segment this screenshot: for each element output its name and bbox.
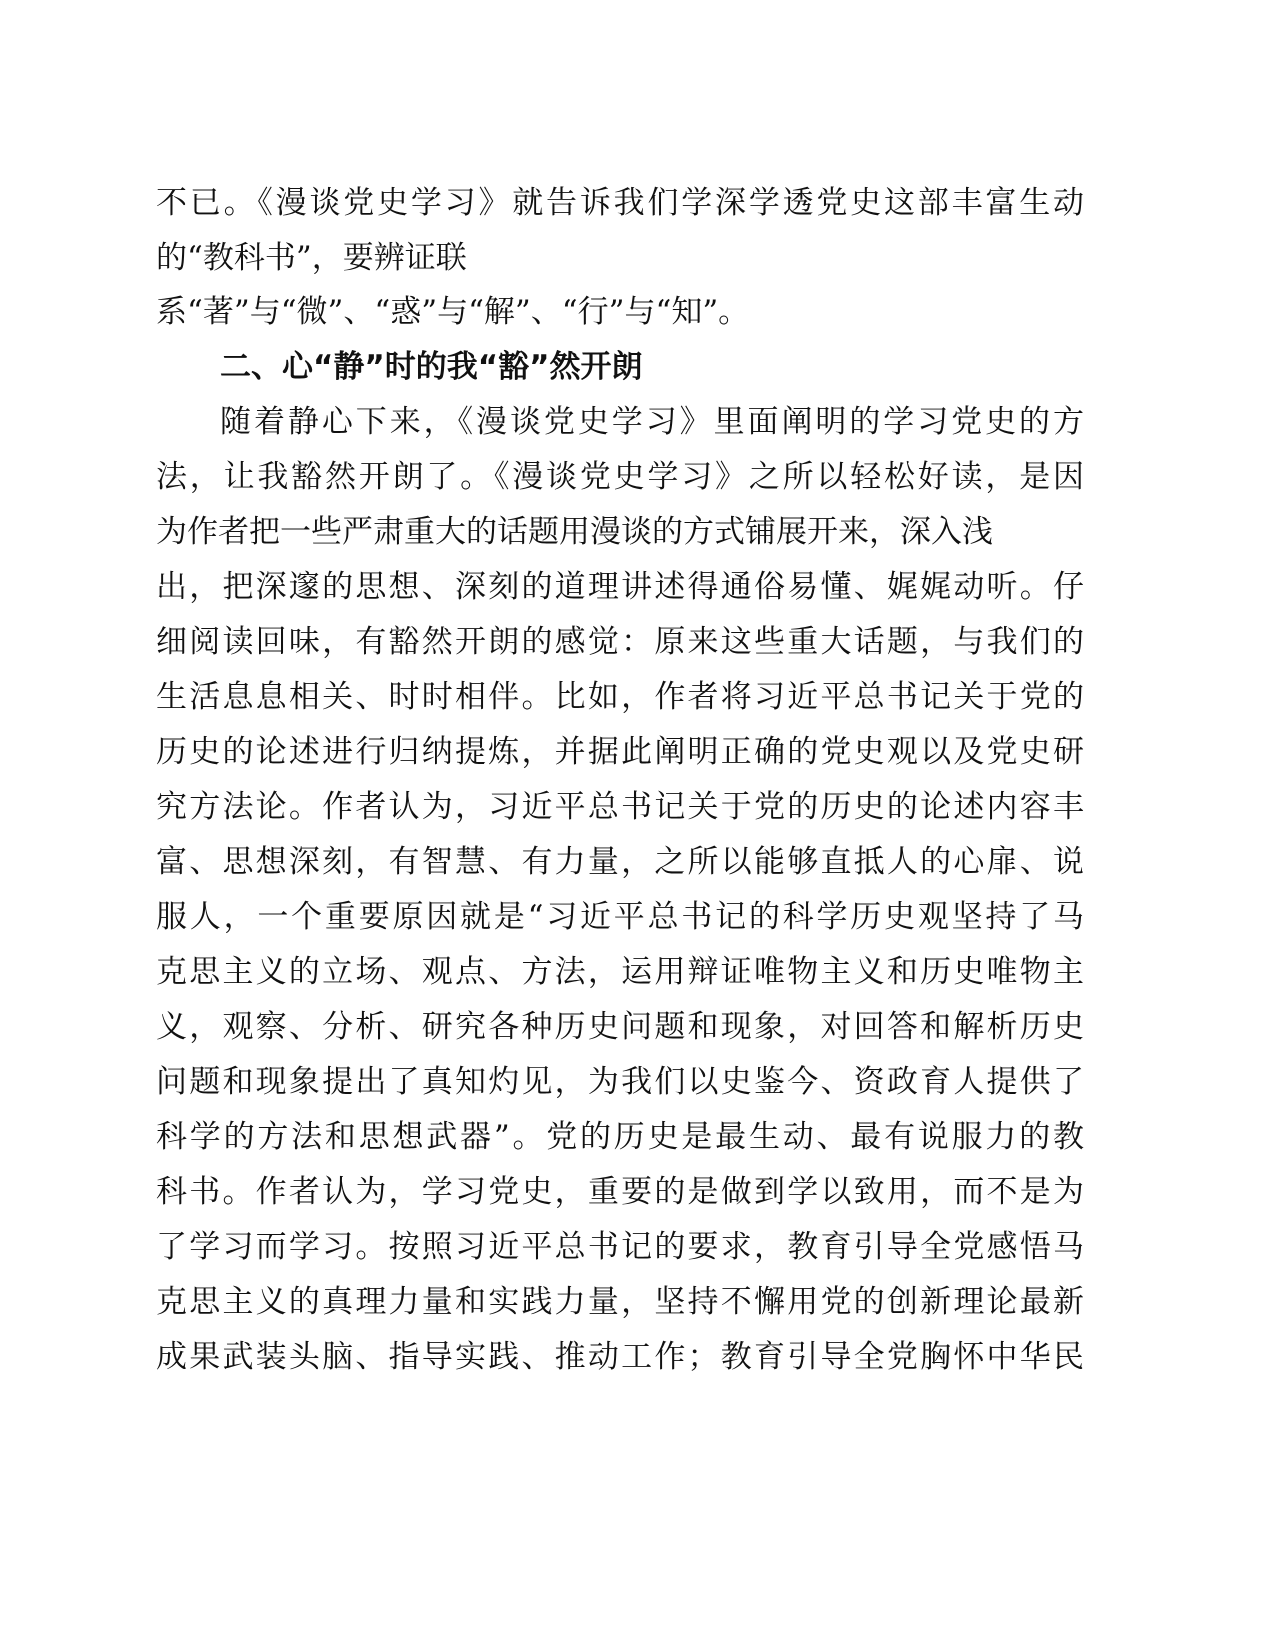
text-line: 为作者把一些严肃重大的话题用漫谈的方式铺展开来，深入浅 — [156, 514, 993, 550]
text-line: 出，把深邃的思想、深刻的道理讲述得通俗易懂、娓娓动听。仔 — [156, 569, 1084, 605]
text-line: 科学的方法和思想武器”。党的历史是最生动、最有说服力的教 — [156, 1119, 1084, 1155]
text-line: 克思主义的立场、观点、方法，运用辩证唯物主义和历史唯物主 — [156, 954, 1084, 990]
section-heading: 二、心“静”时的我“豁”然开朗 — [220, 349, 643, 385]
text-line: 的“教科书”，要辨证联 — [156, 240, 467, 276]
text-line: 细阅读回味，有豁然开朗的感觉：原来这些重大话题，与我们的 — [156, 624, 1084, 660]
text-line: 服人，一个重要原因就是“习近平总书记的科学历史观坚持了马 — [156, 899, 1084, 935]
text-line: 科书。作者认为，学习党史，重要的是做到学以致用，而不是为 — [156, 1174, 1084, 1210]
text-line: 历史的论述进行归纳提炼，并据此阐明正确的党史观以及党史研 — [156, 734, 1084, 770]
text-line: 系“著”与“微”、“惑”与“解”、“行”与“知”。 — [156, 294, 750, 330]
text-line: 问题和现象提出了真知灼见，为我们以史鉴今、资政育人提供了 — [156, 1064, 1084, 1100]
text-line: 成果武装头脑、指导实践、推动工作；教育引导全党胸怀中华民 — [156, 1339, 1084, 1375]
text-line: 富、思想深刻，有智慧、有力量，之所以能够直抵人的心扉、说 — [156, 844, 1084, 880]
text-line: 了学习而学习。按照习近平总书记的要求，教育引导全党感悟马 — [156, 1229, 1084, 1265]
text-line: 法，让我豁然开朗了。《漫谈党史学习》之所以轻松好读，是因 — [156, 459, 1084, 495]
text-line: 不已。《漫谈党史学习》就告诉我们学深学透党史这部丰富生动 — [156, 185, 1084, 221]
text-line: 克思主义的真理力量和实践力量，坚持不懈用党的创新理论最新 — [156, 1284, 1084, 1320]
text-line: 义，观察、分析、研究各种历史问题和现象，对回答和解析历史 — [156, 1009, 1084, 1045]
text-line: 究方法论。作者认为，习近平总书记关于党的历史的论述内容丰 — [156, 789, 1084, 825]
text-line: 生活息息相关、时时相伴。比如，作者将习近平总书记关于党的 — [156, 679, 1084, 715]
text-line: 随着静心下来，《漫谈党史学习》里面阐明的学习党史的方 — [220, 404, 1084, 440]
